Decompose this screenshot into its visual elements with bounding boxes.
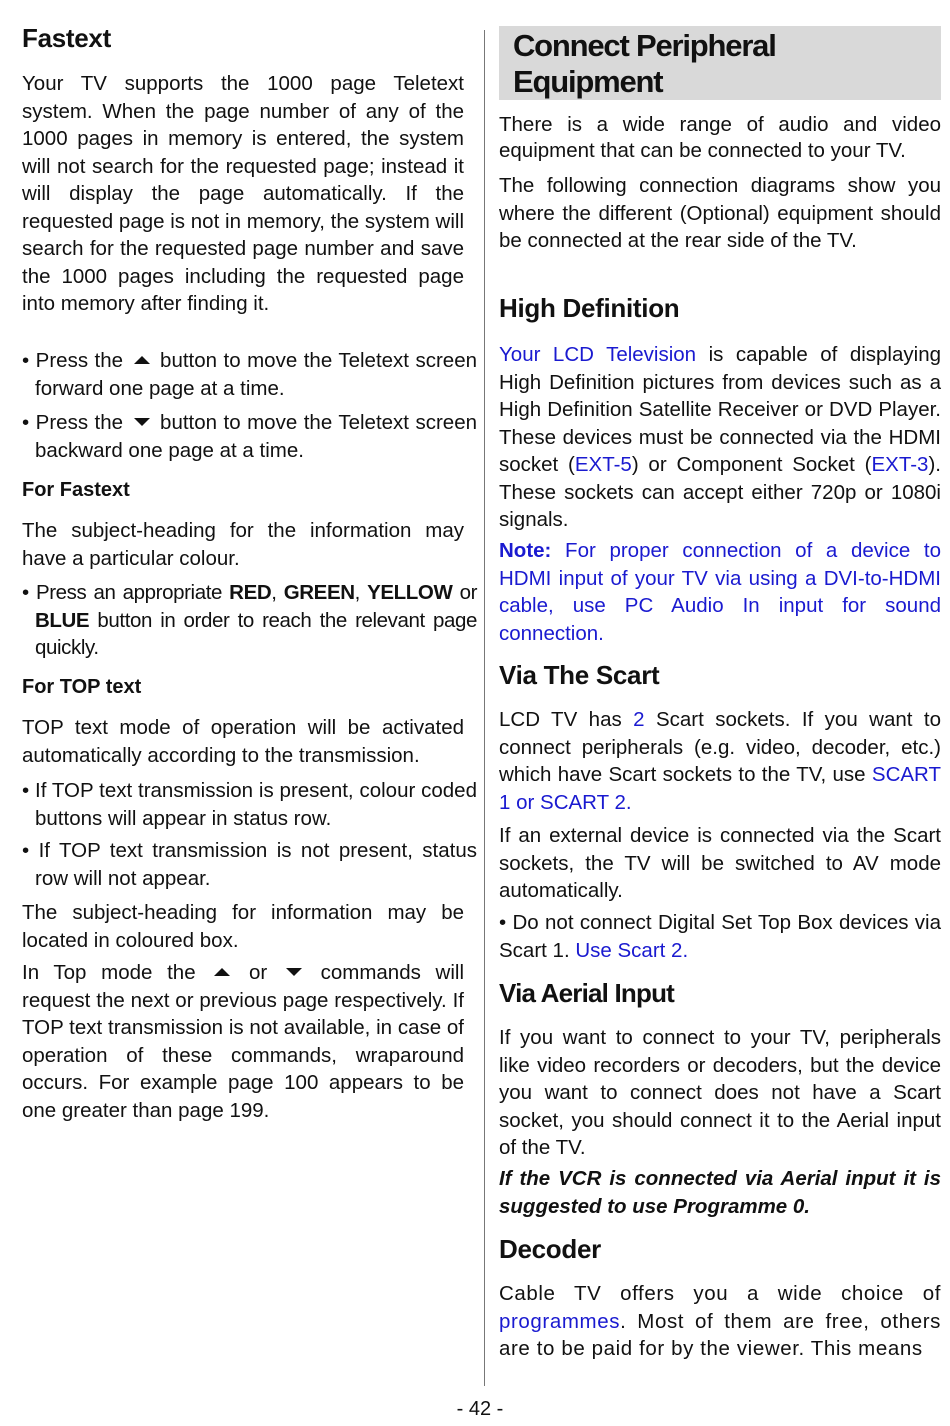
yellow-key-label: YELLOW — [367, 581, 453, 604]
via-scart-heading: Via The Scart — [499, 660, 660, 690]
high-definition-text — [499, 341, 941, 534]
comma-2: , — [354, 581, 360, 604]
banner-title — [513, 28, 776, 100]
bullet-forward-pre: • Press the — [22, 349, 124, 372]
page-number: - 42 - — [456, 1398, 504, 1420]
fastext-intro: Your TV supports the 1000 page Teletext system. When the page number of any of the 1000 pages in memory is entered, the system will not search for the requested page; instead it will display the page automatically. If the requested page is not in memory, the system will search for the requested page number and save the 1000 pages including the requested page into memory after finding it. — [22, 72, 464, 315]
red-key-label: RED — [229, 581, 272, 604]
section-banner — [499, 26, 941, 100]
ext5-label: EXT-5 — [574, 453, 632, 476]
banner-title-line2: Equipment — [513, 64, 663, 99]
fastext-bullet-pre: • Press an appropriate — [22, 581, 222, 604]
programmes-link: programmes — [499, 1309, 621, 1333]
top-text: TOP text mode of operation will be activated automatically according to the transmission. — [22, 716, 464, 767]
hdmi-note — [499, 537, 941, 647]
bullet-forward — [22, 347, 477, 402]
up-arrow-icon — [134, 356, 150, 364]
top-mode-or: or — [248, 961, 268, 984]
aerial-note: If the VCR is connected via Aerial input it is suggested to use Programme 0. — [499, 1167, 941, 1218]
decoder-text — [499, 1280, 941, 1363]
bullet-backward — [22, 409, 477, 464]
fastext-heading: Fastext — [22, 23, 111, 53]
scart-text-a: LCD TV has — [499, 708, 622, 731]
top-mode-text — [22, 959, 464, 1124]
bullet-forward-post: button to move the Teletext screen forward one page at a time. — [35, 349, 478, 400]
scart-bullet — [499, 909, 941, 964]
top-mode-post: commands will request the next or previous page respectively. If TOP text transmission is not available, in case of operation of these commands, wraparound occurs. For example page 100 appears to be one greater than page 199. — [22, 961, 464, 1122]
scart-text-b: Scart sockets. If you want to connect peripherals (e.g. video, decoder, etc.) which have Scart sockets to the TV, use — [499, 708, 941, 786]
for-fastext-text: The subject-heading for the information may have a particular colour. — [22, 519, 464, 570]
hd-text-c: ). These sockets can accept either 720p or 1080i signals. — [499, 453, 941, 531]
aerial-text: If you want to connect to your TV, peripherals like video recorders or decoders, but the device you want to connect does not have a Scart socket, you should connect it to the Aerial input of the TV. — [499, 1026, 941, 1159]
scart-count: 2 — [633, 708, 645, 731]
subject-box-text: The subject-heading for information may be located in coloured box. — [22, 901, 464, 952]
decoder-heading: Decoder — [499, 1234, 601, 1264]
fastext-colour-bullet — [22, 579, 477, 662]
hd-text-a: is capable of displaying High Definition pictures from devices such as a High Definition Satellite Receiver or DVD Player. These devices must be connected via the HDMI socket ( — [499, 343, 941, 476]
green-key-label: GREEN — [283, 581, 355, 604]
top-bullet-present: • If TOP text transmission is present, colour coded buttons will appear in status row. — [22, 779, 477, 830]
column-divider — [484, 30, 485, 1386]
bullet-backward-post: button to move the Teletext screen backward one page at a time. — [35, 411, 478, 462]
high-definition-heading: High Definition — [499, 293, 680, 323]
or-text: or — [459, 581, 478, 604]
top-bullet-not-present: • If TOP text transmission is not present, status row will not appear. — [22, 839, 477, 890]
top-mode-pre: In Top mode the — [22, 961, 196, 984]
decoder-text-a: Cable TV offers you a wide choice of — [499, 1282, 941, 1305]
peripheral-intro-1: There is a wide range of audio and video equipment that can be connected to your TV. — [499, 113, 941, 162]
note-label: Note: — [499, 539, 552, 562]
scart-bullet-a: • Do not connect Digital Set Top Box devices via Scart 1. — [499, 911, 941, 962]
ext3-label: EXT-3 — [871, 453, 929, 476]
for-top-heading: For TOP text — [22, 676, 142, 698]
via-aerial-heading: Via Aerial Input — [499, 978, 675, 1008]
hd-text-b: ) or Component Socket ( — [631, 453, 872, 476]
note-text: For proper connection of a device to HDMI input of your TV via using a DVI-to-HDMI cable, use PC Audio In input for sound connection. — [499, 539, 941, 645]
fastext-bullet-post: button in order to reach the relevant page quickly. — [35, 608, 477, 659]
down-arrow-icon — [286, 968, 302, 976]
decoder-text-b: . Most of them are free, others are to be paid for by the viewer. This means — [499, 1309, 941, 1360]
scart-text — [499, 706, 941, 816]
down-arrow-icon — [134, 418, 150, 426]
up-arrow-icon — [214, 968, 230, 976]
lcd-television-link: Your LCD Television — [499, 343, 697, 366]
scart-link: SCART 1 or SCART 2. — [499, 763, 941, 814]
for-fastext-heading: For Fastext — [22, 479, 130, 501]
scart-text-2: If an external device is connected via the Scart sockets, the TV will be switched to AV mode automatically. — [499, 824, 941, 902]
blue-key-label: BLUE — [35, 608, 90, 632]
bullet-backward-pre: • Press the — [22, 411, 124, 434]
peripheral-intro-2: The following connection diagrams show you where the different (Optional) equipment should be connected at the rear side of the TV. — [499, 174, 941, 252]
comma-1: , — [271, 581, 277, 604]
banner-title-line1: Connect Peripheral — [513, 28, 776, 63]
scart-bullet-link: Use Scart 2. — [575, 938, 689, 962]
